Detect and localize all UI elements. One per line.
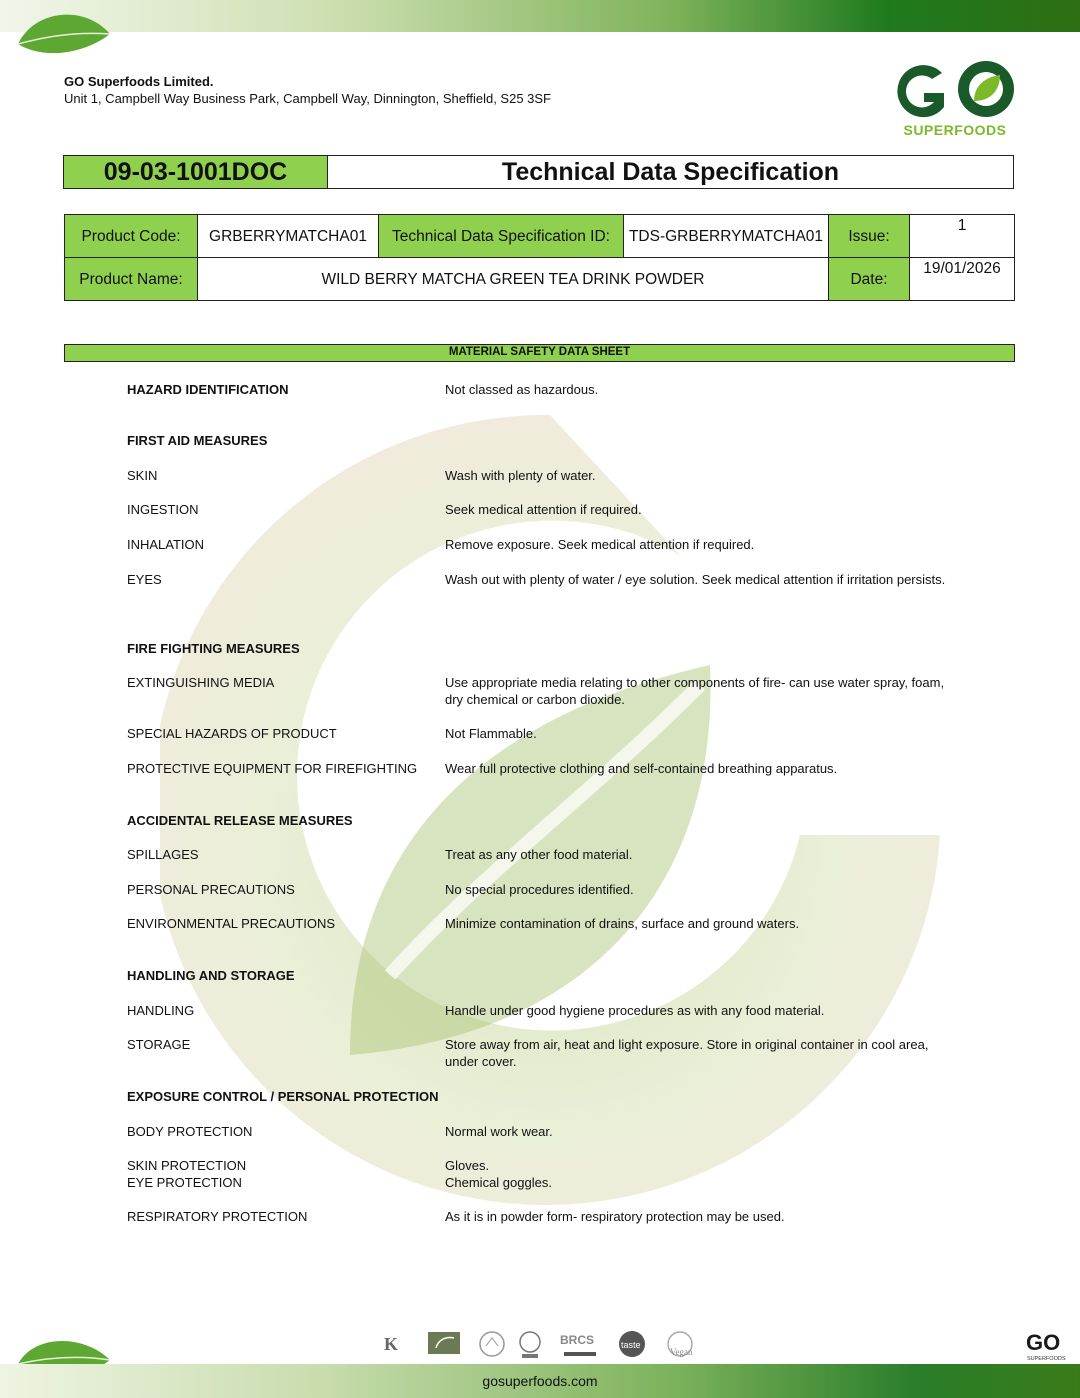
great-taste-icon — [619, 1331, 645, 1357]
issue-label: Issue: — [829, 215, 910, 258]
first-aid-skin-value: Wash with plenty of water. — [445, 468, 596, 483]
eye-protection-value: Chemical goggles. — [445, 1175, 552, 1190]
document-code: 09-03-1001DOC — [64, 156, 328, 188]
tds-id-label: Technical Data Specification ID: — [379, 215, 624, 258]
svg-text:Vegan: Vegan — [670, 1347, 693, 1357]
certification-logos — [380, 1326, 710, 1362]
product-info-table — [64, 214, 1015, 301]
svg-text:SUPERFOODS: SUPERFOODS — [1027, 1356, 1066, 1362]
svg-text:taste: taste — [621, 1340, 641, 1350]
first-aid-inhalation-label: INHALATION — [127, 537, 205, 552]
personal-precautions-value: No special procedures identified. — [445, 882, 634, 897]
storage-value: Store away from air, heat and light exposure. Store in original container in cool area, under cover. — [445, 1037, 929, 1069]
eye-protection-label: EYE PROTECTION — [127, 1175, 242, 1190]
storage-label: STORAGE — [127, 1037, 191, 1052]
first-aid-ingestion-value: Seek medical attention if required. — [445, 502, 642, 517]
svg-text:K: K — [384, 1334, 399, 1354]
document-header — [63, 155, 1014, 189]
personal-precautions-label: PERSONAL PRECAUTIONS — [127, 882, 295, 897]
svg-text:GO: GO — [1026, 1330, 1061, 1355]
issue-value: 1 — [910, 215, 1015, 258]
protective-equipment-label: PROTECTIVE EQUIPMENT FOR FIREFIGHTING — [127, 761, 418, 776]
logo-subtitle: SUPERFOODS — [903, 122, 1007, 138]
handling-value: Handle under good hygiene procedures as with any food material. — [445, 1003, 825, 1018]
first-aid-inhalation-value: Remove exposure. Seek medical attention if required. — [445, 537, 755, 552]
company-address: Unit 1, Campbell Way Business Park, Campbell Way, Dinnington, Sheffield, S25 3SF — [64, 91, 551, 106]
svg-text:BRCS: BRCS — [560, 1333, 595, 1347]
eu-organic-icon — [428, 1332, 460, 1354]
handling-label: HANDLING — [127, 1003, 195, 1018]
spillages-label: SPILLAGES — [127, 847, 199, 862]
msds-title-bar: MATERIAL SAFETY DATA SHEET — [64, 344, 1015, 362]
footer-website-link[interactable]: gosuperfoods.com — [482, 1373, 598, 1389]
product-name-label: Product Name: — [65, 258, 198, 301]
vegetarian-icon — [480, 1332, 504, 1356]
extinguishing-media-label: EXTINGUISHING MEDIA — [127, 675, 275, 690]
first-aid-eyes-value: Wash out with plenty of water / eye solution. Seek medical attention if irritation persists. — [445, 572, 946, 587]
hazard-heading: HAZARD IDENTIFICATION — [127, 382, 289, 397]
first-aid-eyes-label: EYES — [127, 572, 162, 587]
protective-equipment-value: Wear full protective clothing and self-contained breathing apparatus. — [445, 761, 838, 776]
skin-protection-label: SKIN PROTECTION — [127, 1158, 247, 1173]
date-label: Date: — [829, 258, 910, 301]
accidental-release-heading: ACCIDENTAL RELEASE MEASURES — [127, 813, 353, 828]
respiratory-protection-value: As it is in powder form- respiratory protection may be used. — [445, 1209, 785, 1224]
header-gradient-band — [0, 0, 1080, 32]
skin-protection-value: Gloves. — [445, 1158, 490, 1173]
spillages-value: Treat as any other food material. — [445, 847, 633, 862]
brcs-icon — [560, 1333, 596, 1356]
company-block — [64, 73, 551, 107]
queens-award-icon — [520, 1332, 540, 1358]
first-aid-heading: FIRST AID MEASURES — [127, 433, 268, 448]
first-aid-skin-label: SKIN — [127, 468, 158, 483]
environmental-precautions-label: ENVIRONMENTAL PRECAUTIONS — [127, 916, 336, 931]
product-code-value: GRBERRYMATCHA01 — [198, 215, 379, 258]
leaf-icon — [14, 4, 114, 60]
tds-id-value: TDS-GRBERRYMATCHA01 — [624, 215, 829, 258]
vegan-icon — [668, 1332, 693, 1357]
company-name: GO Superfoods Limited. — [64, 74, 214, 89]
kosher-icon — [384, 1334, 398, 1354]
extinguishing-media-value: Use appropriate media relating to other components of fire- can use water spray, foam, dry chemical or carbon dioxide. — [445, 675, 945, 707]
watermark-leaf-circle-icon — [160, 415, 940, 1205]
date-value: 19/01/2026 — [910, 258, 1015, 301]
respiratory-protection-label: RESPIRATORY PROTECTION — [127, 1209, 308, 1224]
go-logo-small — [1024, 1328, 1074, 1362]
document-title: Technical Data Specification — [501, 157, 840, 186]
environmental-precautions-value: Minimize contamination of drains, surface and ground waters. — [445, 916, 800, 931]
special-hazards-label: SPECIAL HAZARDS OF PRODUCT — [127, 726, 337, 741]
special-hazards-value: Not Flammable. — [445, 726, 537, 741]
exposure-control-heading: EXPOSURE CONTROL / PERSONAL PROTECTION — [127, 1089, 439, 1104]
first-aid-ingestion-label: INGESTION — [127, 502, 199, 517]
hazard-value: Not classed as hazardous. — [445, 382, 599, 397]
body-protection-label: BODY PROTECTION — [127, 1124, 253, 1139]
fire-fighting-heading: FIRE FIGHTING MEASURES — [127, 641, 300, 656]
handling-storage-heading: HANDLING AND STORAGE — [127, 968, 295, 983]
product-code-label: Product Code: — [65, 215, 198, 258]
product-name-value: WILD BERRY MATCHA GREEN TEA DRINK POWDER — [198, 258, 829, 301]
body-protection-value: Normal work wear. — [445, 1124, 553, 1139]
